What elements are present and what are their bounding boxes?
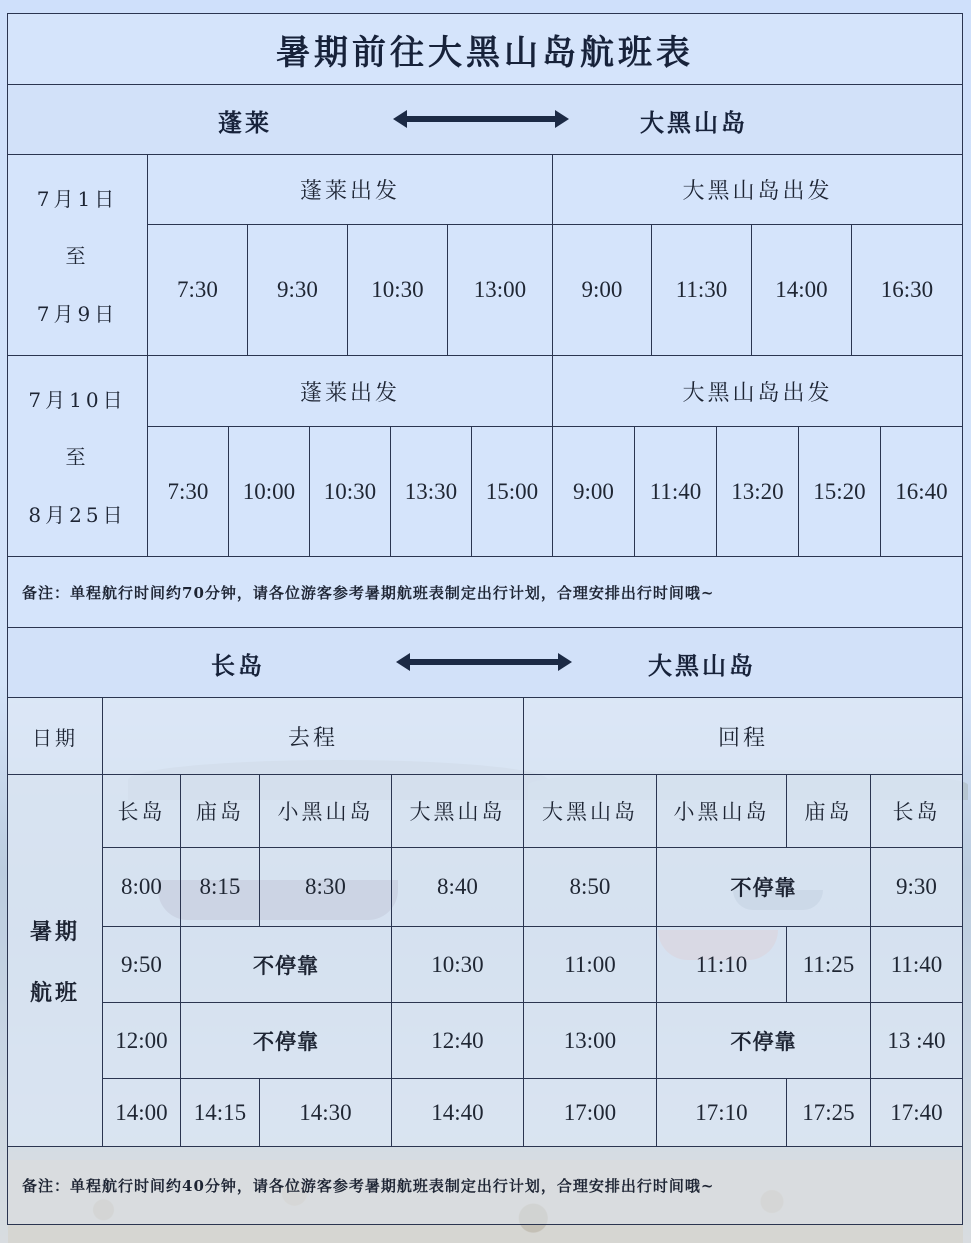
departure-time: 13:30 [390,426,472,557]
schedule-time: 13:00 [523,1002,657,1079]
schedule-time: 8:30 [259,847,392,927]
stop-header: 大黑山岛 [391,774,524,848]
departure-time: 14:00 [751,224,852,356]
schedule-time: 12:00 [102,1002,181,1079]
schedule-time: 14:00 [102,1078,181,1147]
route-origin: 蓬莱 [218,108,272,137]
schedule-time: 8:15 [180,847,260,927]
date-start: 7月1日 [36,187,119,212]
no-stop-cell: 不停靠 [180,926,392,1003]
departure-time: 7:30 [147,426,229,557]
schedule-time: 8:40 [391,847,524,927]
date-header: 日期 [7,697,103,775]
stop-header: 小黑山岛 [656,774,787,848]
schedule-time: 11:40 [870,926,963,1003]
schedule-time: 8:50 [523,847,657,927]
schedule-time: 14:30 [259,1078,392,1147]
schedule-time: 14:40 [391,1078,524,1147]
route-origin: 长岛 [211,651,265,680]
schedule-time: 17:40 [870,1078,963,1147]
schedule-time: 14:15 [180,1078,260,1147]
row-label-line-1: 暑期 [29,918,80,945]
no-stop-cell: 不停靠 [180,1002,392,1079]
date-end: 8月25日 [28,502,127,527]
departure-time: 13:00 [447,224,553,356]
schedule-time: 10:30 [391,926,524,1003]
departure-time: 11:40 [634,426,717,557]
schedule-time: 9:30 [870,847,963,927]
route-destination: 大黑山岛 [648,651,756,680]
stop-header: 长岛 [870,774,963,848]
stop-header: 庙岛 [180,774,260,848]
row-label-summer-flights [7,774,103,1147]
no-stop-cell: 不停靠 [656,1002,871,1079]
stop-header: 小黑山岛 [259,774,392,848]
schedule-time: 9:50 [102,926,181,1003]
stop-header: 大黑山岛 [523,774,657,848]
departure-time: 9:30 [247,224,348,356]
schedule-time: 11:25 [786,926,871,1003]
departure-time: 10:30 [309,426,391,557]
departure-time: 16:30 [851,224,963,356]
return-header: 回程 [523,697,963,775]
date-start: 7月10日 [28,388,127,413]
row-label-line-2: 航班 [29,979,80,1006]
depart-daheishan-label: 大黑山岛出发 [552,154,963,225]
depart-penglai-label: 蓬莱出发 [147,355,553,427]
stop-header: 长岛 [102,774,181,848]
departure-time: 9:00 [552,426,635,557]
departure-time: 15:20 [798,426,881,557]
bidirectional-arrow-icon [393,114,569,124]
schedule-time: 17:10 [656,1078,787,1147]
depart-daheishan-label: 大黑山岛出发 [552,355,963,427]
departure-time: 15:00 [471,426,553,557]
depart-penglai-label: 蓬莱出发 [147,154,553,225]
departure-time: 13:20 [716,426,799,557]
date-range-1 [7,154,148,356]
date-range-2 [7,355,148,557]
schedule-time: 11:00 [523,926,657,1003]
note-route-2: 备注：单程航行时间约40分钟，请各位游客参考暑期航班表制定出行计划，合理安排出行时间哦~ [7,1146,963,1225]
date-separator: 至 [65,244,90,269]
route-destination: 大黑山岛 [640,108,748,137]
schedule-time: 17:25 [786,1078,871,1147]
stop-header: 庙岛 [786,774,871,848]
departure-time: 10:30 [347,224,448,356]
departure-time: 7:30 [147,224,248,356]
schedule-time: 12:40 [391,1002,524,1079]
no-stop-cell: 不停靠 [656,847,871,927]
route-header-penglai [7,84,963,155]
schedule-time: 11:10 [656,926,787,1003]
departure-time: 10:00 [228,426,310,557]
bidirectional-arrow-icon [396,657,572,667]
page-title: 暑期前往大黑山岛航班表 [7,13,963,85]
departure-time: 16:40 [880,426,963,557]
departure-time: 11:30 [651,224,752,356]
schedule-time: 13 :40 [870,1002,963,1079]
outbound-header: 去程 [102,697,524,775]
schedule-time: 8:00 [102,847,181,927]
route-header-changdao [7,627,963,698]
date-end: 7月9日 [36,301,119,326]
departure-time: 9:00 [552,224,652,356]
note-route-1: 备注：单程航行时间约70分钟，请各位游客参考暑期航班表制定出行计划，合理安排出行时间哦~ [7,556,963,628]
schedule-time: 17:00 [523,1078,657,1147]
date-separator: 至 [65,445,90,470]
